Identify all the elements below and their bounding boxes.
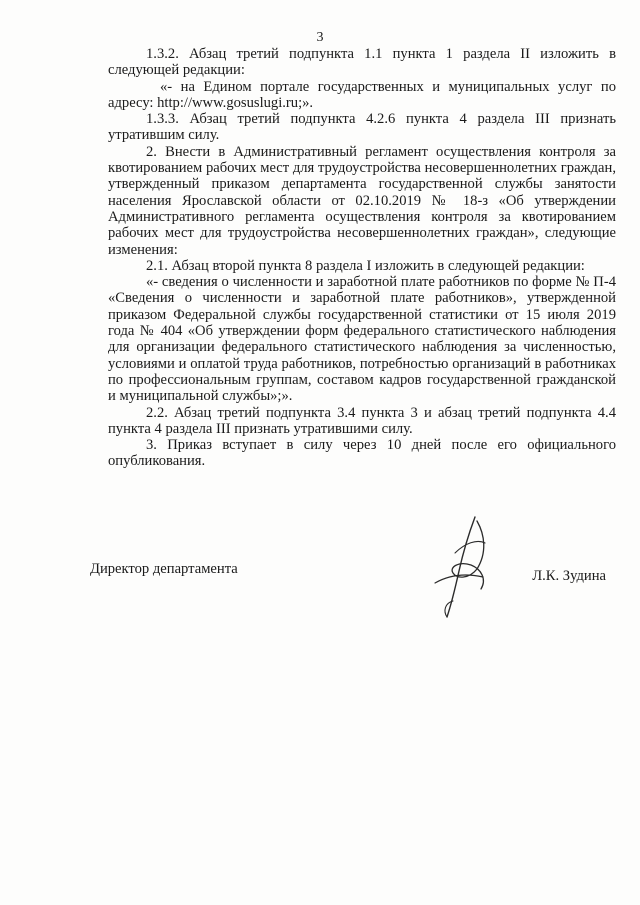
signer-name: Л.К. Зудина [532,568,606,584]
paragraph-1-3-2: 1.3.2. Абзац третий подпункта 1.1 пункта 1 раздела II изложить в следующей редакции: [108,46,616,79]
signature-block [90,561,610,651]
document-body [108,46,616,470]
paragraph-2-1: 2.1. Абзац второй пункта 8 раздела I изложить в следующей редакции: [146,257,585,274]
paragraph-2: 2. Внести в Административный регламент осуществления контроля за квотированием рабочих мест для трудоустройства несовершеннолетних граждан, утвержденный приказом департамента государственной службы занятости населения Ярославской области от 02.10.2019 № 18-з «Об утверждении Административного регламента осуществления контроля за квотированием рабочих мест для трудоустройства несовершеннолетних граждан», следующие изменения: [108,143,616,258]
paragraph-2-2: 2.2. Абзац третий подпункта 3.4 пункта 3 и абзац третий подпункта 4.4 пункта 4 раздела III признать утратившими силу. [108,404,616,437]
handwritten-signature-icon [425,513,515,623]
paragraph-quote-form: «- сведения о численности и заработной плате работников по форме № П-4 «Сведения о численности и заработной плате работников», утвержденной приказом Федеральной службы государственной статистики от 15 июля 2019 года № 404 «Об утверждении форм федерального статистического наблюдения для организации федерального статистического наблюдения за численностью, условиями и оплатой труда работников, потребностью организаций в работниках по профессиональным группам, составом кадров государственной гражданской и муниципальной службы»;». [108,274,616,405]
paragraph-3: 3. Приказ вступает в силу через 10 дней после его официального опубликования. [108,437,616,470]
signer-title: Директор департамента [90,561,238,577]
paragraph-1-3-3: 1.3.3. Абзац третий подпункта 4.2.6 пункта 4 раздела III признать утратившим силу. [108,111,616,144]
paragraph-quote-portal: «- на Едином портале государственных и муниципальных услуг по адресу: http://www.gosuslugi.ru;». [108,78,616,111]
page-number: 3 [316,30,324,45]
